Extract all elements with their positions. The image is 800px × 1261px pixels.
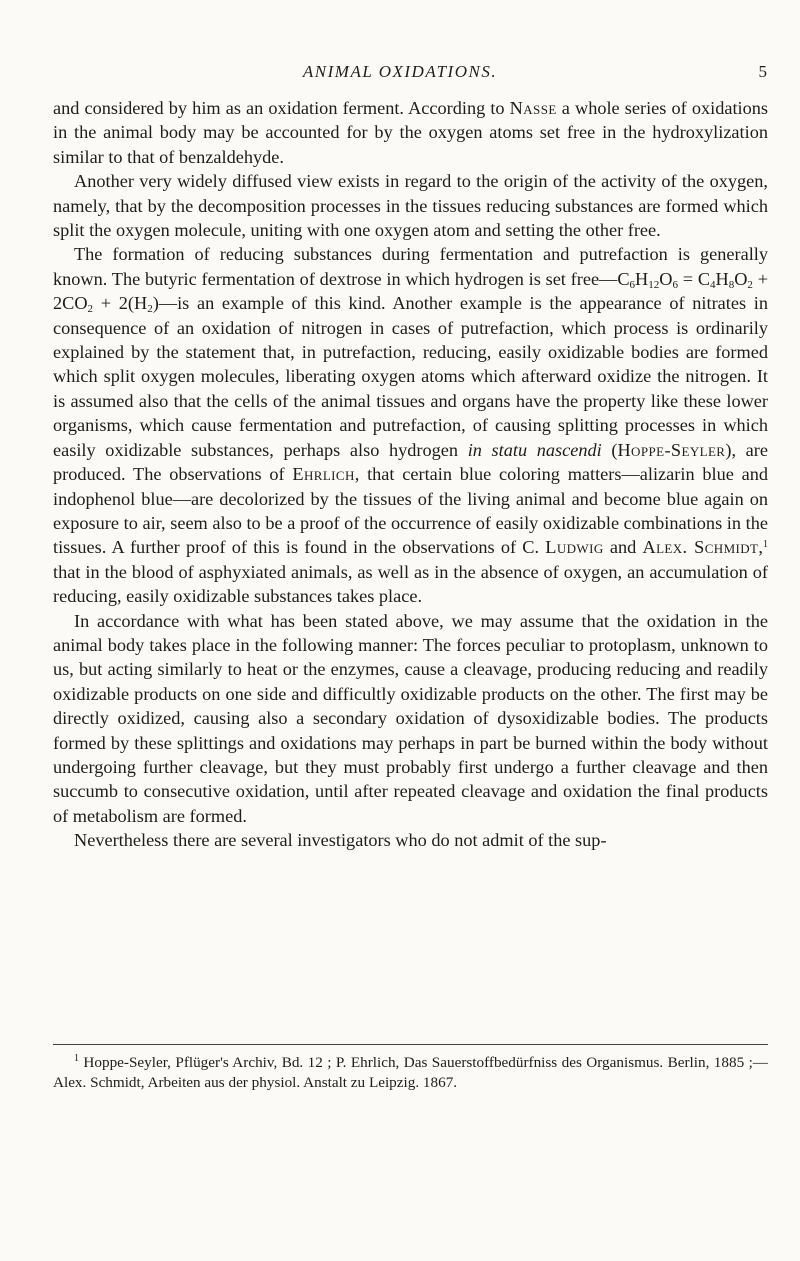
footnote-marker: 1 (74, 1053, 79, 1064)
paragraph-5: Nevertheless there are several investigators who do not admit of the sup- (74, 830, 607, 851)
paragraph-3: The formation of reducing substances during fermentation and putrefaction is generally known. The butyric fermentation of dextrose in which hydrogen is set $free—C_6H_{12}O_6 = C_4H_8O_2 + 2CO_2$ + $2(H_2)—is$ an example of this kind. Another example is the appearance of nitrates in consequence of an oxidation of nitrogen in cases of putrefaction, which process is ordinarily explained by the statement that, in putrefaction, reducing, easily oxidizable bodies are formed which split oxygen molecules, liberating oxygen atoms which afterward oxidize the nitrogen. It is assumed also that the cells of the animal tissues and organs have the property like these lower organisms, which cause fermentation and putrefaction, of causing splitting processes in which easily oxidizable substances, perhaps also hydrogen in statu nascendi (Hoppe-Seyler), are produced. The observations of Ehrlich, that certain blue coloring matters—alizarin blue and indophenol blue—are decolorized by the tissues of the living animal and become blue again on exposure to air, seem also to be a proof of the occurrence of easily oxidizable combinations in the tissues. A further proof of this is found in the observations of C. Ludwig and Alex. Schmidt,$^1$ that in the blood of asphyxiated animals, as well as in the absence of oxygen, an accumulation of reducing, easily oxidizable substances takes place. (53, 244, 768, 607)
author-name: Nasse (509, 98, 557, 118)
page-number: 5 (758, 62, 767, 81)
running-title: ANIMAL OXIDATIONS. (302, 62, 498, 81)
footnote (53, 1053, 768, 1094)
footnote-divider (53, 1044, 768, 1045)
latin-phrase: in statu nascendi (467, 439, 602, 460)
paragraph-1: and considered by him as an oxidation ferment. According to Nasse a whole series of oxidations in the animal body may be accounted for by the oxygen atoms set free in the hydroxylization similar to that of benzaldehyde. (53, 98, 769, 167)
paragraph-4: In accordance with what has been stated above, we may assume that the oxidation in the animal body takes place in the following manner: The forces peculiar to protoplasm, unknown to us, but acting similarly to heat or the enzymes, cause a cleavage, producing reducing and readily oxidizable products on one side and difficultly oxidizable products on the other. The first may be directly oxidized, causing also a secondary oxidation of dysoxidizable bodies. The products formed by these splittings and oxidations may perhaps in part be burned within the body without undergoing further cleavage, but they must probably first undergo a further cleavage and then succumb to consecutive oxidation, until after repeated cleavage and oxidation the final products of metabolism are formed. (53, 610, 768, 826)
chemical-formula: $C_6H_{12}O_6 = C_4H_8O_2 + 2CO_2 + 2(H_2)$ (53, 268, 768, 316)
page-header (0, 62, 800, 86)
paragraph-2: Another very widely diffused view exists in regard to the origin of the activity of the oxygen, namely, that by the decomposition processes in the tissues reducing substances are formed which split the oxygen molecule, uniting with one oxygen atom and setting the other free. (53, 171, 768, 241)
author-name: Ludwig (545, 537, 604, 558)
author-name: Hoppe-Seyler (617, 439, 726, 460)
author-name: Alex. Schmidt (642, 537, 759, 558)
author-name: Ehrlich (292, 464, 355, 485)
body-text (53, 96, 768, 853)
footnote-text: Hoppe-Seyler, Pflüger's Archiv, Bd. 12 ; P. Ehrlich, Das Sauerstoffbedürfniss des Organismus. Berlin, 1885 ;—Alex. Schmidt, Arbeiten aus der physiol. Anstalt zu Leipzig. 1867. (53, 1054, 768, 1092)
footnote-reference[interactable]: 1 (762, 539, 768, 551)
